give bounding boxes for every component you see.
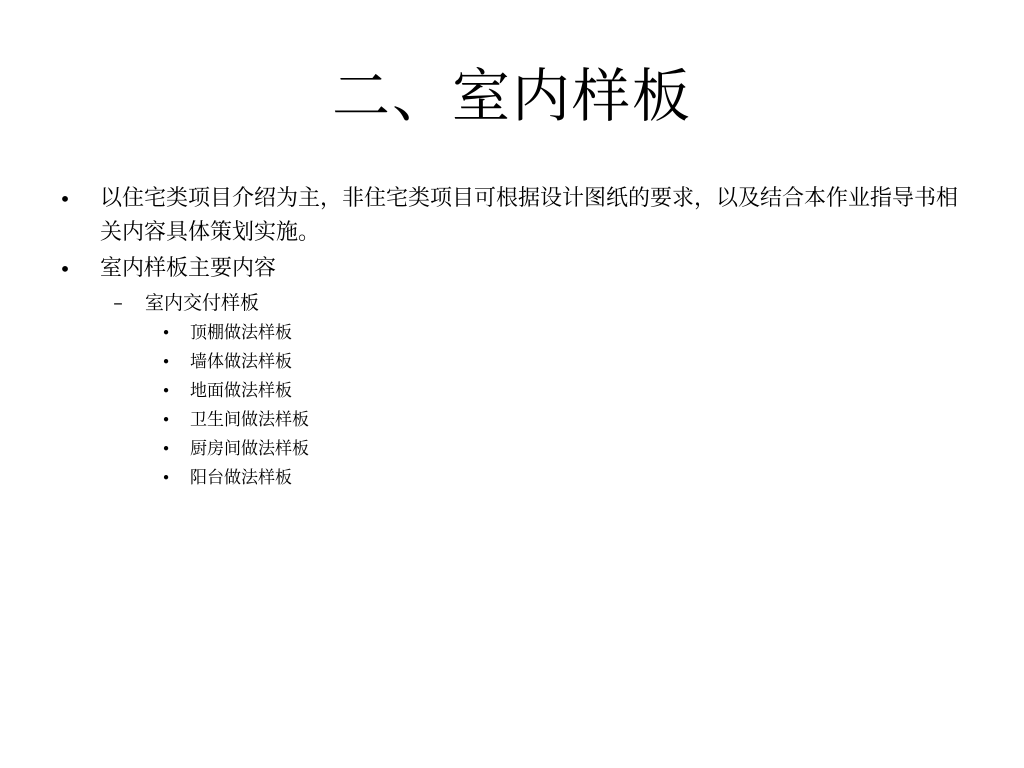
bullet-icon: •: [161, 469, 171, 487]
bullet-icon: •: [161, 353, 171, 371]
bullet-icon: •: [161, 324, 171, 342]
bullet-icon: •: [161, 382, 171, 400]
bullet-icon: •: [161, 440, 171, 458]
list-item-text: 卫生间做法样板: [190, 410, 309, 430]
list-item-text: 顶棚做法样板: [190, 323, 292, 343]
slide-title: 二、室内样板: [331, 62, 692, 130]
list-item-text: 地面做法样板: [190, 381, 292, 401]
bullet-icon: •: [59, 187, 71, 211]
sub-point-text: 室内交付样板: [145, 292, 260, 314]
list-item-text: 厨房间做法样板: [190, 439, 309, 459]
bullet-icon: •: [59, 257, 71, 281]
bullet-icon: •: [161, 411, 171, 429]
list-item-text: 墙体做法样板: [190, 352, 292, 372]
list-item-text: 阳台做法样板: [190, 468, 292, 488]
bullet-text-intro: 以住宅类项目介绍为主，非住宅类项目可根据设计图纸的要求，以及结合本作业指导书相关内容具体策划实施。: [100, 186, 959, 245]
dash-icon: –: [113, 292, 123, 314]
bullet-text-main-content: 室内样板主要内容: [100, 256, 277, 281]
